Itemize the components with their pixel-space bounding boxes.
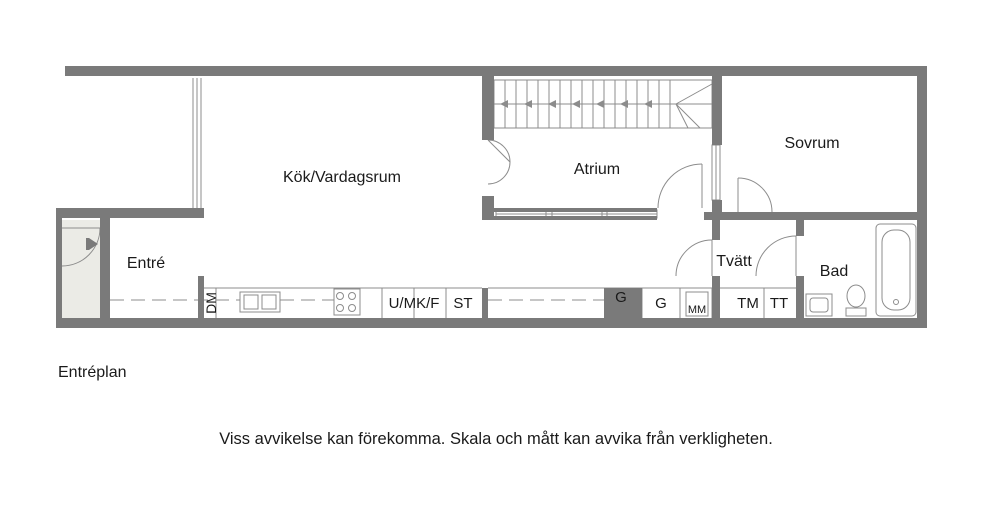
room-label-entrance: Entré bbox=[126, 255, 166, 272]
floor-name: Entréplan bbox=[58, 364, 127, 381]
room-label-atrium: Atrium bbox=[573, 161, 621, 178]
appliance-label-tt: TT bbox=[769, 295, 789, 312]
corridor-closets bbox=[488, 288, 712, 318]
walls bbox=[56, 66, 927, 328]
room-label-kitchen-living: Kök/Vardagsrum bbox=[283, 169, 401, 186]
disclaimer-text: Viss avvikelse kan förekomma. Skala och mått kan avvika från verkligheten. bbox=[219, 430, 773, 448]
appliance-label-dishwasher: DM bbox=[203, 292, 219, 314]
appliance-label-mm: MM bbox=[687, 304, 707, 316]
room-label-bathroom: Bad bbox=[819, 263, 849, 280]
window-kitchen bbox=[193, 78, 201, 212]
room-label-bedroom: Sovrum bbox=[784, 135, 840, 152]
appliance-label-oven-micro-fridge: U/MK/F bbox=[388, 295, 440, 312]
entrance-porch bbox=[62, 220, 100, 318]
window-atrium-bedroom bbox=[712, 145, 720, 200]
appliance-label-g1: G bbox=[615, 289, 627, 306]
appliance-labels bbox=[203, 289, 788, 316]
kitchen-counter bbox=[204, 288, 482, 318]
appliance-label-st: ST bbox=[453, 295, 473, 312]
appliance-label-tm: TM bbox=[737, 295, 759, 312]
room-label-laundry: Tvätt bbox=[716, 253, 752, 270]
appliance-label-g2: G bbox=[655, 295, 667, 312]
